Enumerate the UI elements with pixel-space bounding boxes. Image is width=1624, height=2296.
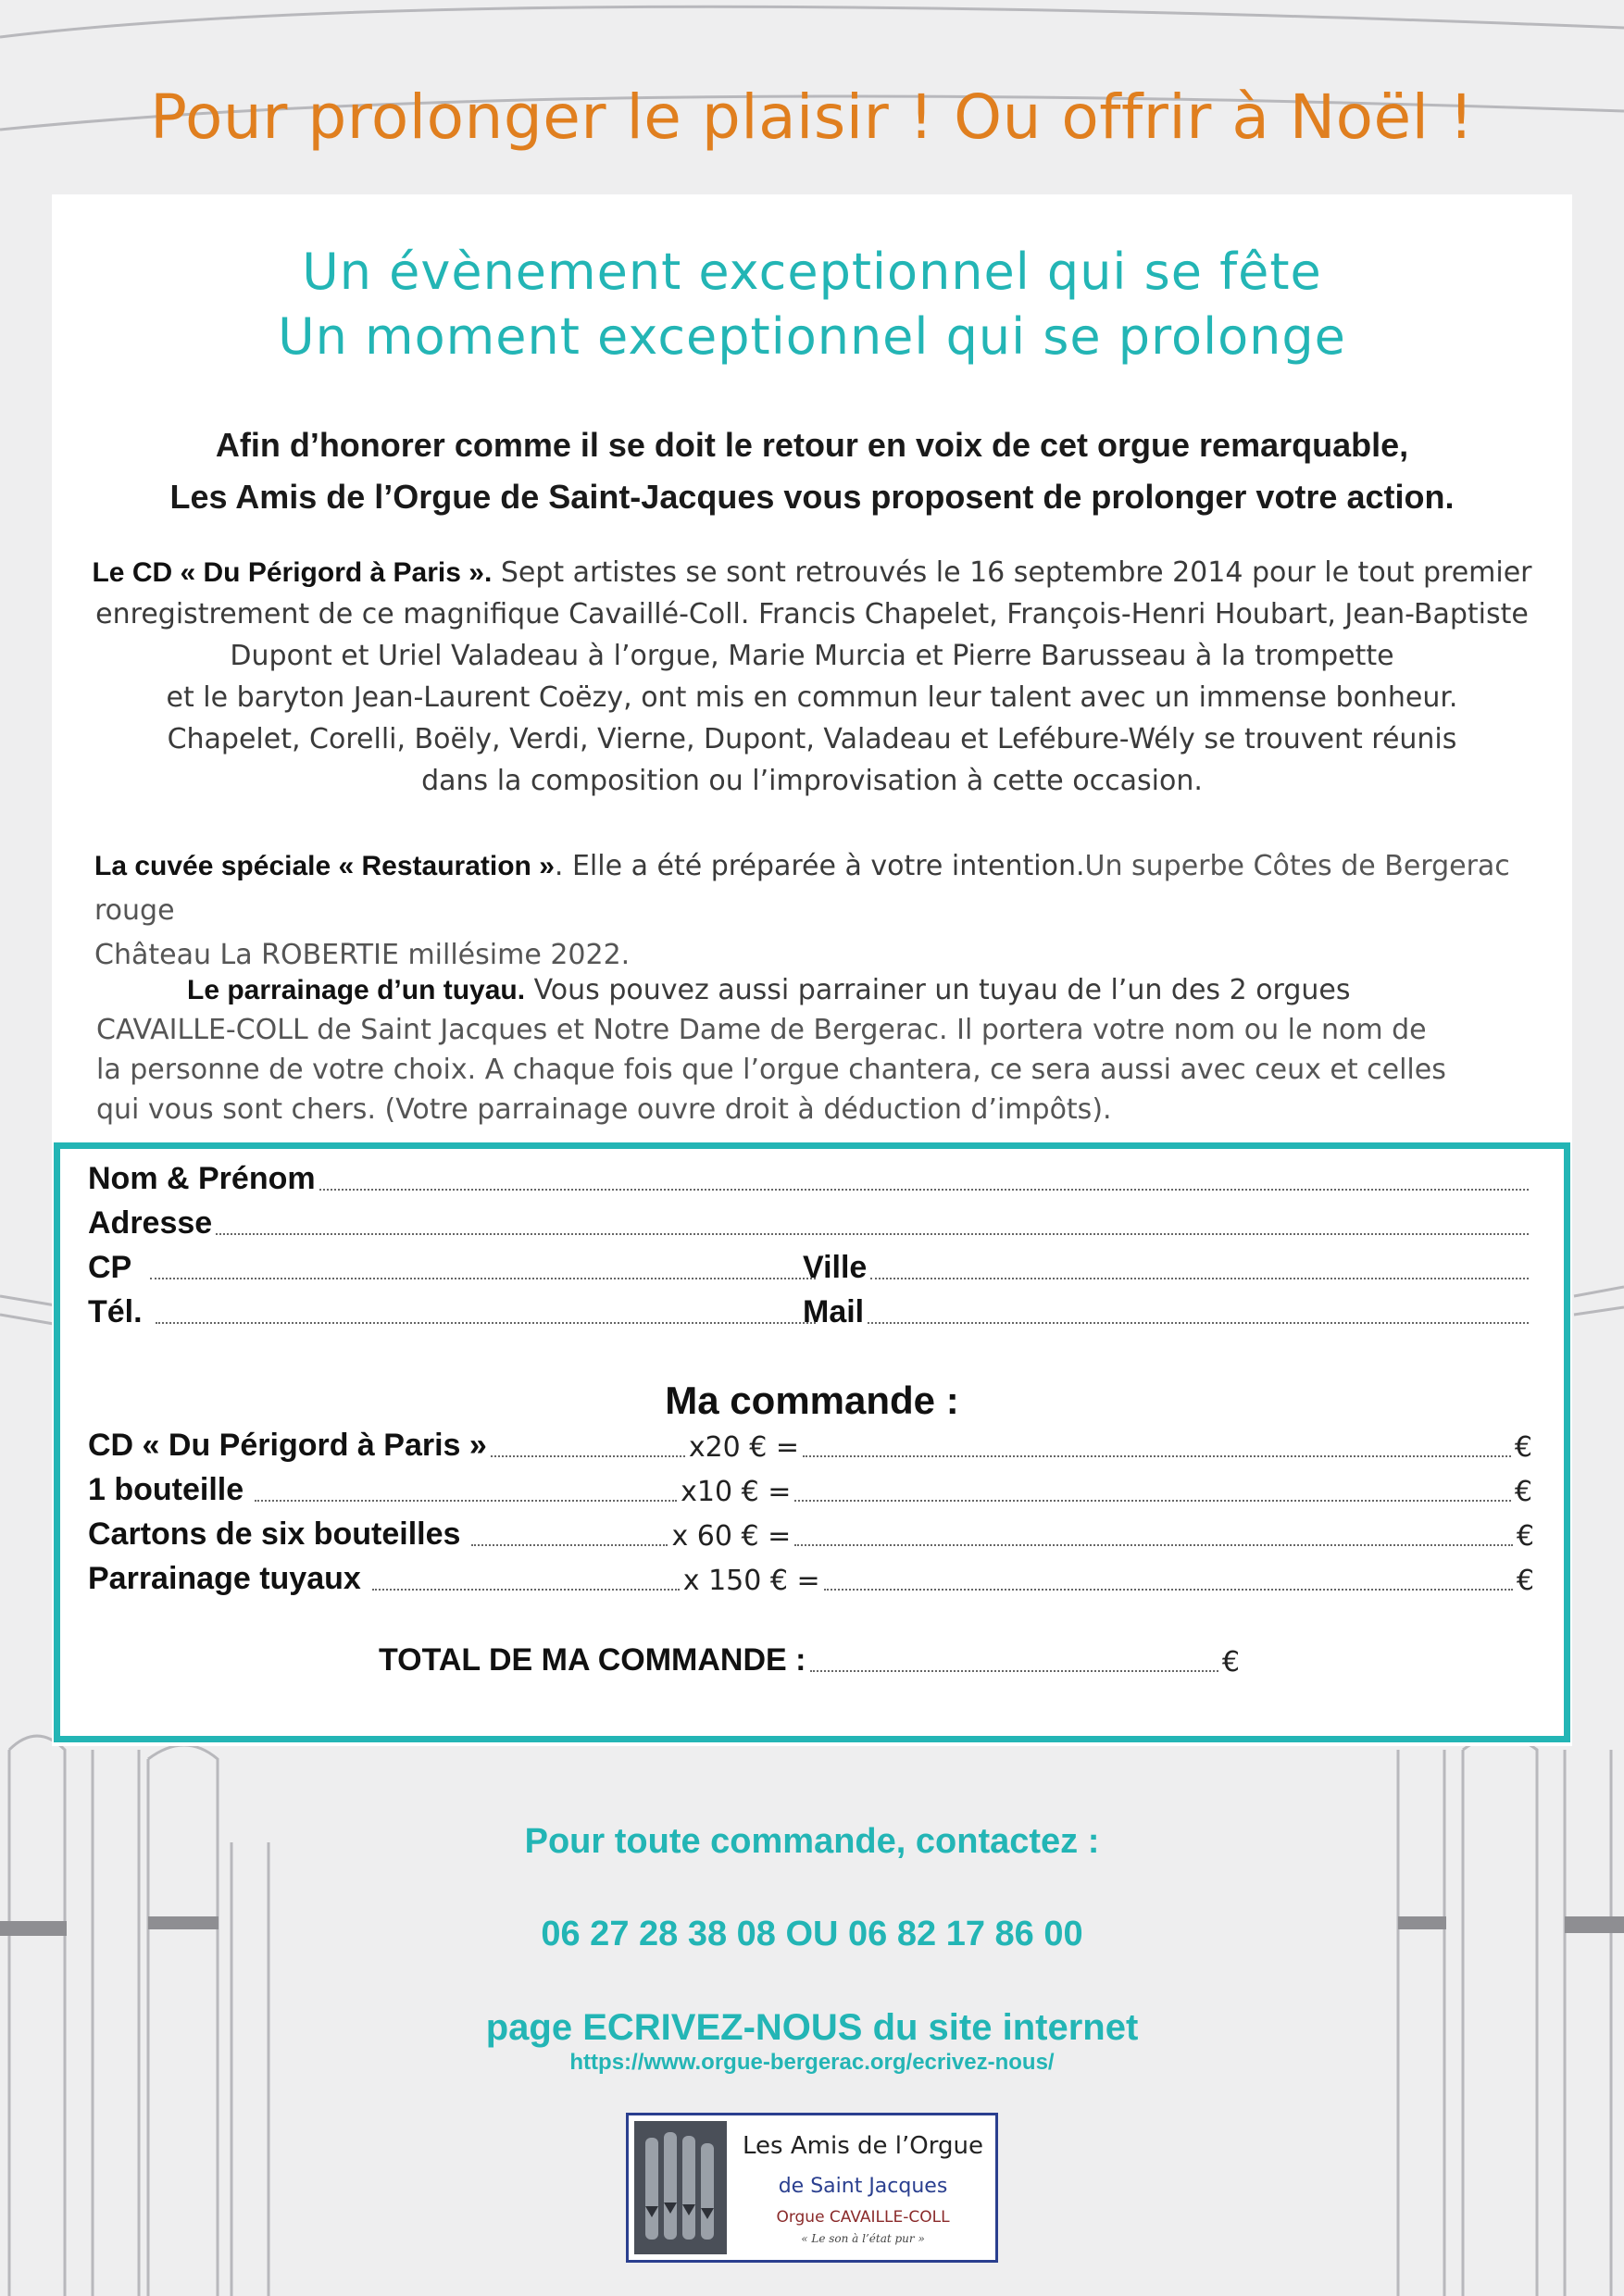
page-headline: Pour prolonger le plaisir ! Ou offrir à Noël ! xyxy=(150,81,1474,153)
order-total[interactable]: TOTAL DE MA COMMANDE : € xyxy=(379,1642,1240,1678)
logo-line-3: Orgue CAVAILLE-COLL xyxy=(776,2208,950,2227)
logo-line-4: « Le son à l’état pur » xyxy=(801,2232,925,2245)
order-row-cd[interactable]: CD « Du Périgord à Paris » x20 € = € xyxy=(88,1428,1532,1464)
contact-phones: 06 27 28 38 08 OU 06 82 17 86 00 xyxy=(541,1915,1083,1953)
mail-field[interactable]: Mail xyxy=(803,1293,1532,1330)
organ-pipes-logo-image xyxy=(634,2121,727,2254)
logo-line-2: de Saint Jacques xyxy=(778,2175,948,2198)
wine-title: La cuvée spéciale « Restauration » xyxy=(94,851,555,881)
name-field[interactable]: Nom & Prénom xyxy=(88,1160,1532,1197)
logo-line-1: Les Amis de l’Orgue xyxy=(743,2132,983,2160)
tagline-line-1: Un évènement exceptionnel qui se fête xyxy=(302,243,1322,301)
pipe-title: Le parrainage d’un tuyau. xyxy=(187,975,526,1005)
address-field[interactable]: Adresse xyxy=(88,1204,1532,1242)
order-form xyxy=(54,1142,1570,1742)
intro-line-1: Afin d’honorer comme il se doit le retour en voix de cet orgue remarquable, xyxy=(215,426,1409,464)
wine-description: La cuvée spéciale « Restauration ». Elle a été préparée à votre intention.Un superbe Côtes de Bergerac rouge Château La ROBERTIE millésime 2022. xyxy=(94,850,1510,971)
contact-url-link[interactable]: https://www.orgue-bergerac.org/ecrivez-nous/ xyxy=(569,2050,1055,2075)
cd-title: Le CD « Du Périgord à Paris ». xyxy=(92,557,493,588)
order-title: Ma commande : xyxy=(665,1379,959,1422)
cd-description: Le CD « Du Périgord à Paris ». Sept artistes se sont retrouvés le 16 septembre 2014 pour le tout premier enregistrement de ce magnifique Cavaillé-Coll. Francis Chapelet, François-Henri Houbart, Jean-Baptiste Dupont et Uriel Valadeau à l’orgue, Marie Murcia et Pierre Barusseau à la trompette et le baryton Jean-Laurent Coëzy, ont mis en commun leur talent avec un immense bonheur. Chapelet, Corelli, Boëly, Verdi, Vierne, Dupont, Valadeau et Lefébure-Wély se trouvent réunis dans la composition ou l’improvisation à cette occasion. xyxy=(92,556,1532,797)
phone-field[interactable]: Tél. xyxy=(88,1293,819,1330)
order-row-pipes[interactable]: Parrainage tuyaux x 150 € = € xyxy=(88,1561,1534,1597)
pipe-sponsorship-description: Le parrainage d’un tuyau. Vous pouvez aussi parrainer un tuyau de l’un des 2 orgues CAVAILLE-COLL de Saint Jacques et Notre Dame de Bergerac. Il portera votre nom ou le nom de la personne de votre choix. A chaque fois que l’orgue chantera, ce sera aussi avec ceux et celles qui vous sont chers. (Votre parrainage ouvre droit à déduction d’impôts). xyxy=(96,974,1446,1126)
postcode-field[interactable]: CP xyxy=(88,1249,819,1286)
tagline-line-2: Un moment exceptionnel qui se prolonge xyxy=(278,307,1346,366)
association-logo xyxy=(626,2113,998,2263)
contact-heading: Pour toute commande, contactez : xyxy=(524,1822,1100,1861)
order-row-cartons[interactable]: Cartons de six bouteilles x 60 € = € xyxy=(88,1516,1534,1553)
order-row-bottle[interactable]: 1 bouteille x10 € = € xyxy=(88,1472,1532,1508)
city-field[interactable]: Ville xyxy=(803,1249,1532,1286)
contact-web-label: page ECRIVEZ-NOUS du site internet xyxy=(485,2007,1139,2048)
intro-line-2: Les Amis de l’Orgue de Saint-Jacques vous proposent de prolonger votre action. xyxy=(169,478,1455,516)
